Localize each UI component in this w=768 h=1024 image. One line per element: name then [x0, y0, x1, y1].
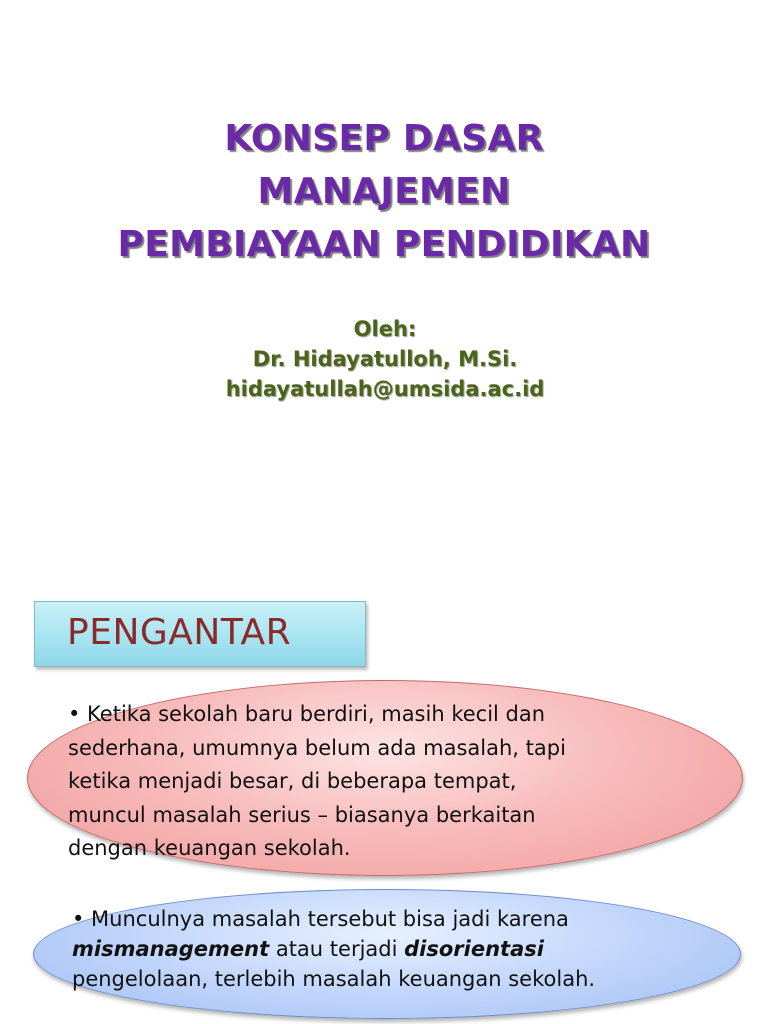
author-email: hidayatullah@umsida.ac.id [225, 377, 545, 401]
author-label: Oleh: [353, 317, 417, 341]
title-line-3: PEMBIAYAAN PENDIDIKAN [117, 224, 651, 265]
point-2-line: pengelolaan, terlebih masalah keuangan sekolah. [72, 967, 596, 991]
heading-box [34, 601, 366, 667]
author-block [0, 314, 768, 404]
point-2-text [72, 904, 712, 994]
slide-heading: PENGANTAR [67, 612, 292, 653]
point-1-line: • Ketika sekolah baru berdiri, masih kecil dan [68, 702, 546, 726]
point-2-connector: atau terjadi [269, 937, 405, 961]
title-line-2: MANAJEMEN [257, 171, 511, 212]
title-line-1: KONSEP DASAR [224, 118, 544, 159]
point-1-line: ketika menjadi besar, di beberapa tempat, [68, 769, 517, 793]
point-1-line: muncul masalah serius – biasanya berkaitan [68, 802, 536, 827]
term-disorientasi: disorientasi [404, 937, 544, 961]
point-1-text [68, 698, 708, 866]
point-1-line: dengan keuangan sekolah. [68, 836, 351, 860]
slide-title [0, 112, 768, 271]
term-mismanagement: mismanagement [72, 937, 270, 961]
point-2-line [72, 934, 712, 964]
point-2-line: • Munculnya masalah tersebut bisa jadi karena [72, 907, 569, 931]
intro-slide [0, 575, 768, 1024]
author-name: Dr. Hidayatulloh, M.Si. [252, 347, 518, 371]
point-1-line: sederhana, umumnya belum ada masalah, tapi [68, 735, 566, 760]
